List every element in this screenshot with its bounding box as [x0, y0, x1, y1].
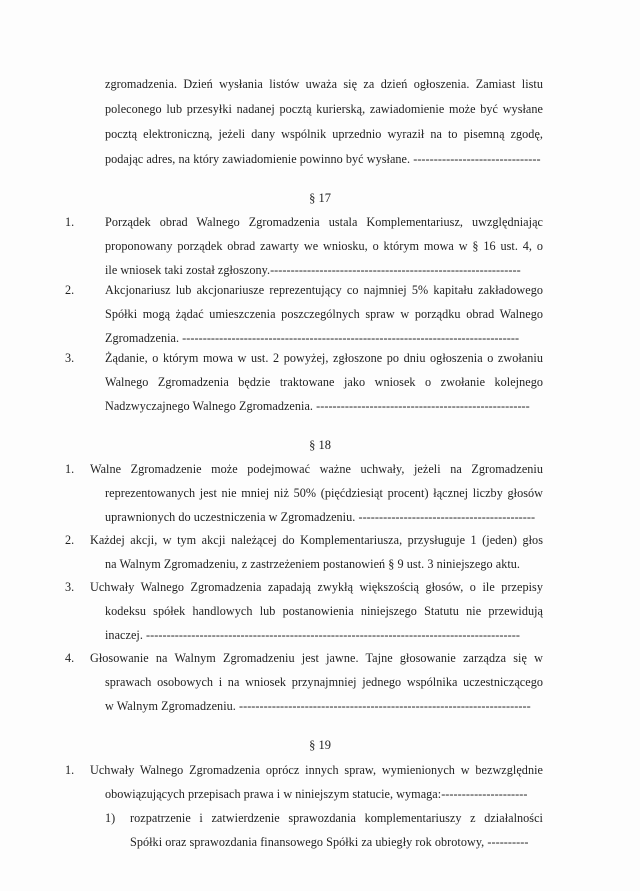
item-number: 3. [65, 351, 75, 365]
item-number: 2. [65, 283, 75, 297]
item-line: inaczej. ------------------------------------------------------------------------------------------- [105, 628, 520, 642]
item-line: w Walnym Zgromadzeniu. ----------------------------------------------------------------------- [105, 699, 531, 713]
item-line: Porządek obrad Walnego Zgromadzenia ustala Komplementariusz, uwzględniając [105, 215, 543, 229]
section-heading: § 19 [309, 738, 331, 752]
section-heading: § 18 [309, 438, 331, 452]
item-line: proponowany porządek obrad zawarty we wniosku, o którym mowa w § 16 ust. 4, o [105, 239, 543, 253]
item-number: 1. [65, 462, 75, 476]
subitem-number: 1) [105, 811, 116, 825]
item-line: Każdej akcji, w tym akcji należącej do Komplementariusza, przysługuje 1 (jeden) głos [90, 533, 543, 547]
item-number: 4. [65, 651, 75, 665]
item-number: 1. [65, 763, 75, 777]
item-line: ile wniosek taki został zgłoszony.------------------------------------------------------------- [105, 263, 521, 277]
item-line: Głosowanie na Walnym Zgromadzeniu jest jawne. Tajne głosowanie zarządza się w [90, 651, 543, 665]
item-line: obowiązujących przepisach prawa i w niniejszym statucie, wymaga:--------------------- [105, 787, 528, 801]
item-line: Walnego Zgromadzenia będzie traktowane jako wniosek o zwołanie kolejnego [105, 375, 543, 389]
paragraph-line: podając adres, na który zawiadomienie powinno być wysłane. ------------------------------- [105, 152, 541, 166]
item-number: 1. [65, 215, 75, 229]
item-line: sprawach osobowych i na wniosek przynajmniej jednego wspólnika uczestniczącego [105, 675, 543, 689]
paragraph-line: zgromadzenia. Dzień wysłania listów uważa się za dzień ogłoszenia. Zamiast listu [105, 77, 543, 91]
item-number: 2. [65, 533, 75, 547]
item-line: Żądanie, o którym mowa w ust. 2 powyżej, zgłoszone po dniu ogłoszenia o zwołaniu [105, 351, 543, 365]
item-line: Spółki mogą żądać umieszczenia poszczególnych spraw w porządku obrad Walnego [105, 307, 543, 321]
item-line: Walne Zgromadzenie może podejmować ważne uchwały, jeżeli na Zgromadzeniu [90, 462, 543, 476]
item-line: Zgromadzenia. ---------------------------------------------------------------------------------- [105, 331, 520, 345]
item-number: 3. [65, 580, 75, 594]
item-line: Uchwały Walnego Zgromadzenia oprócz innych spraw, wymienionych w bezwzględnie [90, 763, 543, 777]
subitem-line: Spółki oraz sprawozdania finansowego Spółki za ubiegły rok obrotowy, ---------- [130, 835, 529, 849]
paragraph-line: poleconego lub przesyłki nadanej pocztą kurierską, zawiadomienie może być wysłane [105, 102, 543, 116]
section-heading: § 17 [309, 191, 331, 205]
item-line: uprawnionych do uczestniczenia w Zgromadzeniu. ------------------------------------------- [105, 510, 536, 524]
item-line: Nadzwyczajnego Walnego Zgromadzenia. ---------------------------------------------------- [105, 399, 530, 413]
item-line: kodeksu spółek handlowych lub postanowienia niniejszego Statutu nie przewidują [105, 604, 543, 618]
item-line: na Walnym Zgromadzeniu, z zastrzeżeniem postanowień § 9 ust. 3 niniejszego aktu. [105, 557, 521, 571]
item-line: reprezentowanych jest nie mniej niż 50% (pięćdziesiąt procent) łącznej liczby głosów [105, 486, 543, 500]
item-line: Uchwały Walnego Zgromadzenia zapadają zwykłą większością głosów, o ile przepisy [90, 580, 543, 594]
subitem-line: rozpatrzenie i zatwierdzenie sprawozdania komplementariuszy z działalności [130, 811, 543, 825]
paragraph-line: pocztą elektroniczną, jeżeli dany wspólnik uprzednio wyraził na to pisemną zgodę, [105, 127, 543, 141]
item-line: Akcjonariusz lub akcjonariusze reprezentujący co najmniej 5% kapitału zakładowego [105, 283, 543, 297]
